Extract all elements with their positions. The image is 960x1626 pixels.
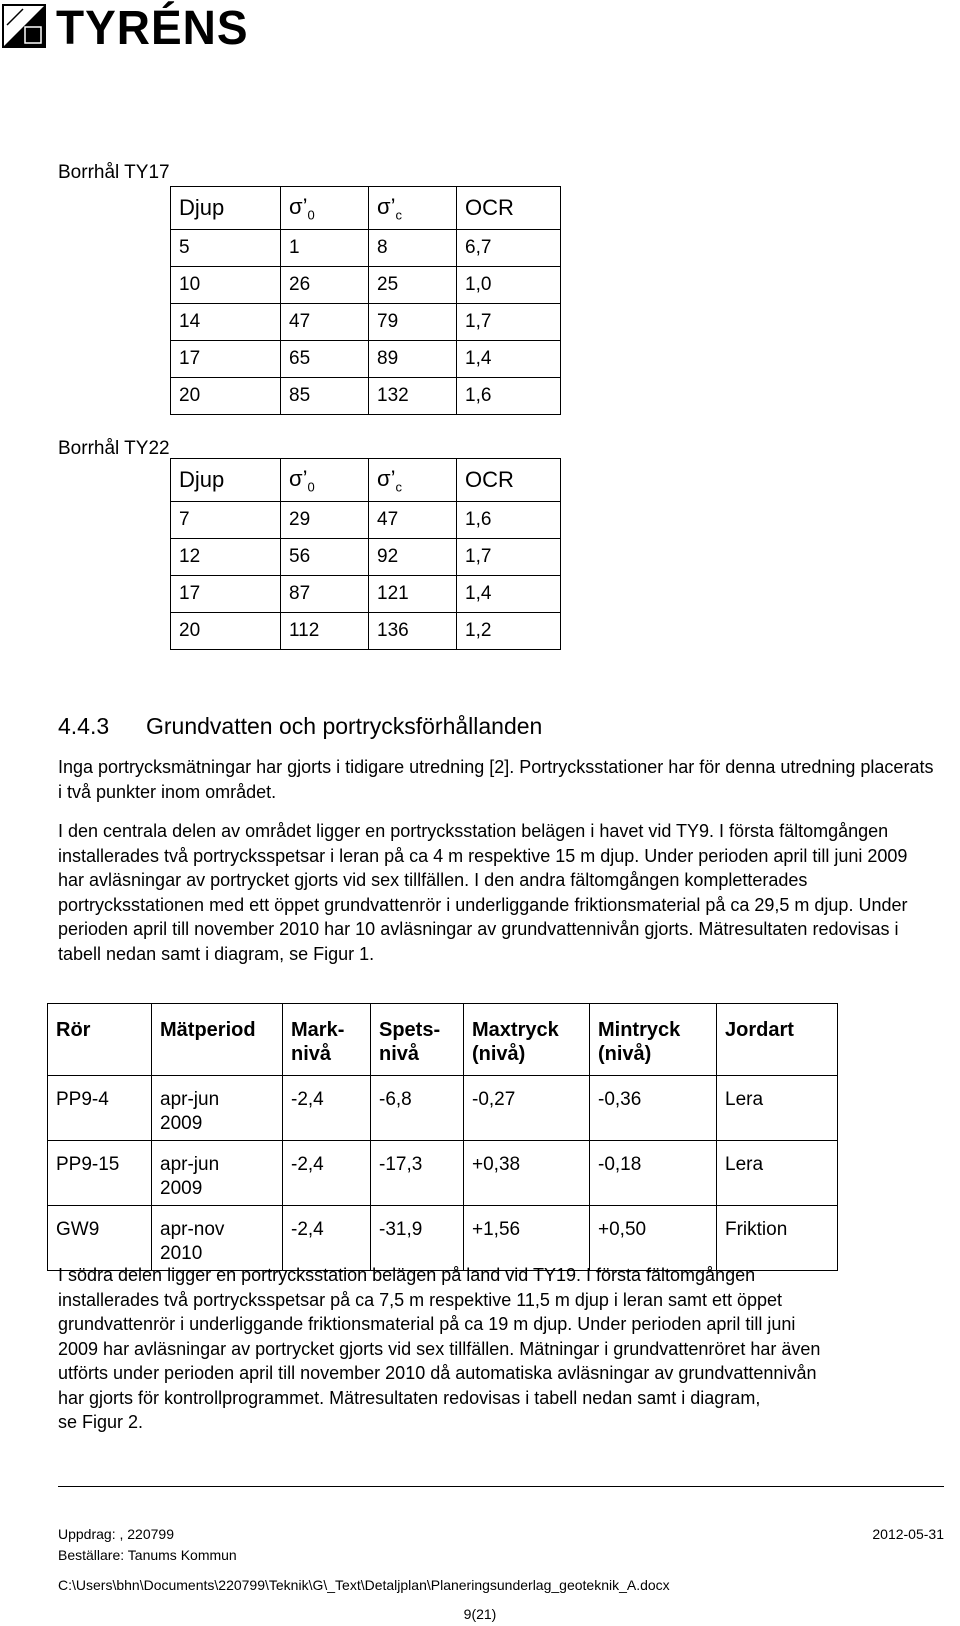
text-line: se Figur 2. (58, 1412, 144, 1432)
cell: 29 (281, 502, 369, 539)
cell: 26 (281, 267, 369, 304)
cell: 7 (171, 502, 281, 539)
table-row (171, 576, 561, 613)
footer-date: 2012-05-31 (872, 1526, 944, 1542)
cell-matperiod: apr-nov 2010 (152, 1206, 283, 1271)
cell: 132 (369, 378, 457, 415)
cell: 121 (369, 576, 457, 613)
header-spetsniva: Spets- nivå (371, 1004, 464, 1076)
table-header-row (171, 187, 561, 230)
header-djup: Djup (171, 187, 281, 230)
company-logo-text: TYRÉNS (56, 0, 249, 55)
cell: 1,6 (457, 378, 561, 415)
footer-uppdrag: Uppdrag: , 220799 (58, 1526, 174, 1542)
cell: 47 (369, 502, 457, 539)
text-line: I södra delen ligger en portrycksstation belägen på land vid TY19. I första fältomgången (58, 1265, 756, 1285)
cell: -2,4 (283, 1206, 371, 1271)
footer-divider (58, 1486, 944, 1487)
cell: -2,4 (283, 1141, 371, 1206)
cell: 1,7 (457, 304, 561, 341)
header-maxtryck: Maxtryck (nivå) (464, 1004, 590, 1076)
header-markniva: Mark- nivå (283, 1004, 371, 1076)
header-sigma-0: $\sigma’_0$ (281, 187, 369, 230)
tyrens-logo-icon (2, 4, 46, 48)
section-number: 4.4.3 (58, 713, 110, 739)
paragraph-ty9: I den centrala delen av området ligger en portrycksstation belägen i havet vid TY9. I första fältomgången installerades två portrycksspetsar i leran på ca 4 m respektive 15 m djup. Under perioden april till juni 2009 har avläsningar av portrycket gjorts vid sex tillfällen. I den andra fältomgången kompletterades portrycksstationen med ett öppet grundvattenrör i underliggande friktionsmaterial på ca 29,5 m djup. Under perioden april till november 2010 har 10 avläsningar av grundvattennivån gjorts. Mätresultaten redovisas i tabell nedan samt i diagram, se Figur 1. (58, 821, 908, 964)
borehole-ty22-table (170, 458, 561, 650)
footer-page-number: 9(21) (463, 1606, 497, 1622)
section-heading (58, 712, 542, 740)
header-ocr: OCR (457, 459, 561, 502)
header-sigma-c: $\sigma’_c$ (369, 459, 457, 502)
table-row (48, 1076, 838, 1141)
cell: 1,4 (457, 341, 561, 378)
cell: Lera (717, 1141, 838, 1206)
cell-matperiod: apr-jun 2009 (152, 1076, 283, 1141)
cell: 47 (281, 304, 369, 341)
cell: 6,7 (457, 230, 561, 267)
cell: 65 (281, 341, 369, 378)
cell: 10 (171, 267, 281, 304)
table-header-row (48, 1004, 838, 1076)
cell: -31,9 (371, 1206, 464, 1271)
section-title: Grundvatten och portrycksförhållanden (146, 713, 543, 739)
cell: -0,18 (590, 1141, 717, 1206)
header-ocr: OCR (457, 187, 561, 230)
table-row (171, 613, 561, 650)
footer-bestallare: Beställare: Tanums Kommun (58, 1547, 237, 1563)
header-sigma-0: $\sigma’_0$ (281, 459, 369, 502)
cell-ror: PP9-15 (48, 1141, 152, 1206)
cell: 1,7 (457, 539, 561, 576)
cell: 1,6 (457, 502, 561, 539)
cell: -2,4 (283, 1076, 371, 1141)
cell: 17 (171, 576, 281, 613)
header-mintryck: Mintryck (nivå) (590, 1004, 717, 1076)
cell: 1,2 (457, 613, 561, 650)
text-line: utförts under perioden april till november 2010 då automatiska avläsningar av grundvattennivån (58, 1363, 817, 1383)
cell: 25 (369, 267, 457, 304)
cell: 87 (281, 576, 369, 613)
table-header-row (171, 459, 561, 502)
cell: 136 (369, 613, 457, 650)
cell-matperiod: apr-jun 2009 (152, 1141, 283, 1206)
cell: 89 (369, 341, 457, 378)
paragraph-ty19 (58, 1263, 958, 1435)
cell: -0,27 (464, 1076, 590, 1141)
cell: 12 (171, 539, 281, 576)
measurement-table (47, 1003, 838, 1271)
cell: 20 (171, 378, 281, 415)
cell: +0,50 (590, 1206, 717, 1271)
table-row (171, 341, 561, 378)
paragraph-intro: Inga portrycksmätningar har gjorts i tidigare utredning [2]. Portrycksstationer har för denna utredning placerats i två punkter inom området. (58, 757, 934, 802)
cell: 85 (281, 378, 369, 415)
cell: 1 (281, 230, 369, 267)
cell: Lera (717, 1076, 838, 1141)
cell: 79 (369, 304, 457, 341)
header-sigma-c: $\sigma’_c$ (369, 187, 457, 230)
table-row (171, 304, 561, 341)
borehole-ty22-label: Borrhål TY22 (58, 438, 170, 459)
header-ror: Rör (48, 1004, 152, 1076)
table-row (171, 378, 561, 415)
text-line: har gjorts för kontrollprogrammet. Mätresultaten redovisas i tabell nedan samt i diagram, (58, 1387, 761, 1408)
cell: -17,3 (371, 1141, 464, 1206)
footer-file-path: C:\Users\bhn\Documents\220799\Teknik\G\_Text\Detaljplan\Planeringsunderlag_geoteknik_A.docx (58, 1577, 670, 1593)
table-row (48, 1141, 838, 1206)
text-line: 2009 har avläsningar av portrycket gjorts vid sex tillfällen. Mätningar i grundvattenröret har även (58, 1338, 821, 1359)
cell: 56 (281, 539, 369, 576)
text-line: installerades två portrycksspetsar på ca 7,5 m respektive 11,5 m djup i leran samt ett öppet (58, 1289, 783, 1310)
cell-ror: PP9-4 (48, 1076, 152, 1141)
header-matperiod: Mätperiod (152, 1004, 283, 1076)
borehole-ty17-table (170, 186, 561, 415)
cell: -6,8 (371, 1076, 464, 1141)
header-jordart: Jordart (717, 1004, 838, 1076)
cell: 1,0 (457, 267, 561, 304)
cell: 17 (171, 341, 281, 378)
cell: 8 (369, 230, 457, 267)
borehole-ty17-label: Borrhål TY17 (58, 162, 170, 183)
table-row (48, 1206, 838, 1271)
header-djup: Djup (171, 459, 281, 502)
cell: +1,56 (464, 1206, 590, 1271)
table-row (171, 539, 561, 576)
cell: 92 (369, 539, 457, 576)
cell: +0,38 (464, 1141, 590, 1206)
cell: 20 (171, 613, 281, 650)
cell: Friktion (717, 1206, 838, 1271)
table-row (171, 267, 561, 304)
table-row (171, 502, 561, 539)
text-line: grundvattenrör i underliggande friktionsmaterial på ca 19 m djup. Under perioden april till juni (58, 1314, 796, 1334)
cell: 14 (171, 304, 281, 341)
table-row (171, 230, 561, 267)
cell: 112 (281, 613, 369, 650)
cell: 1,4 (457, 576, 561, 613)
cell-ror: GW9 (48, 1206, 152, 1271)
cell: -0,36 (590, 1076, 717, 1141)
cell: 5 (171, 230, 281, 267)
